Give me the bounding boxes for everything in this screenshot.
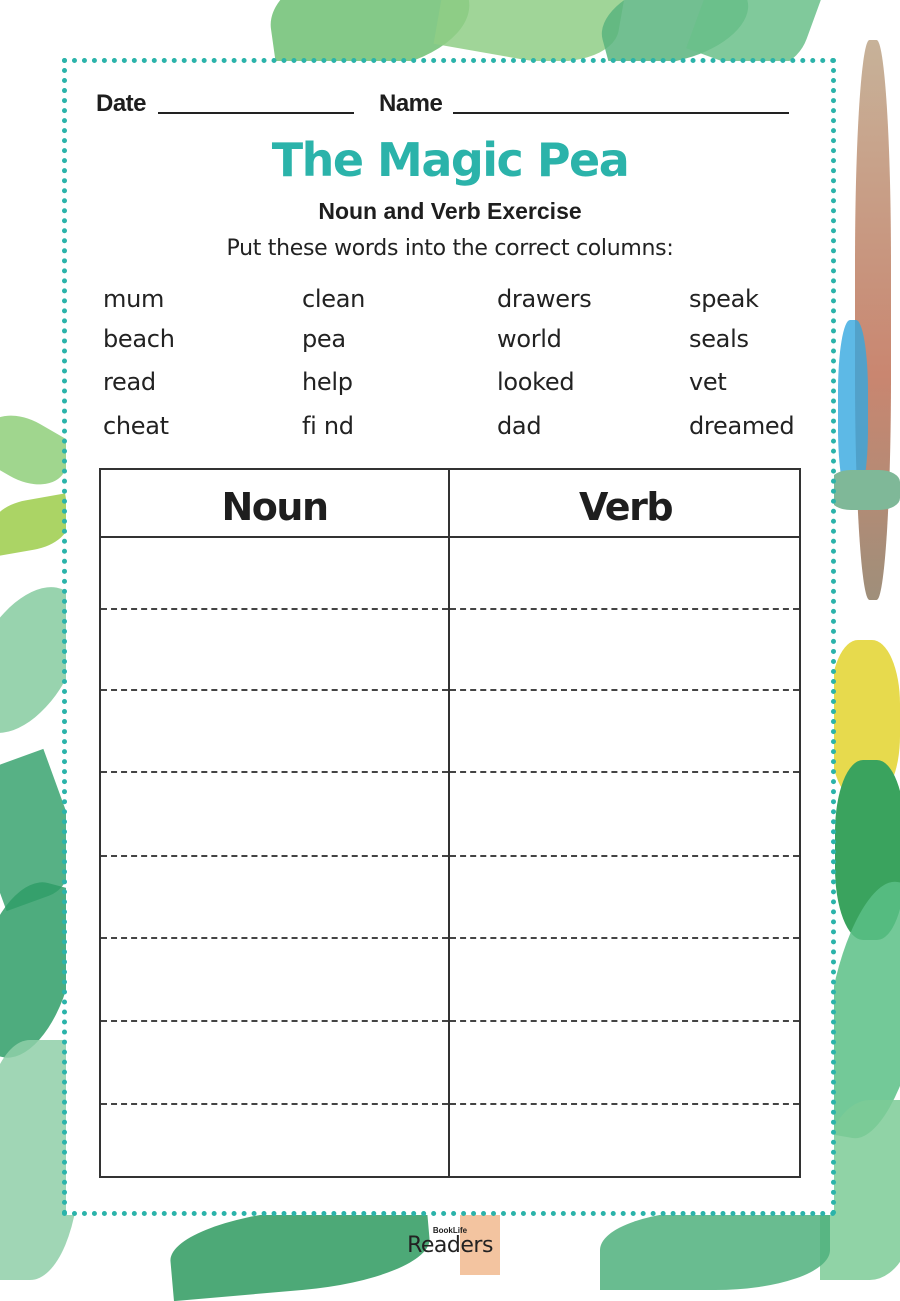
word: dreamed: [689, 412, 795, 440]
noun-answer-line[interactable]: [101, 771, 448, 773]
instruction-text: Put these words into the correct columns:: [226, 236, 674, 261]
verb-header: Verb: [578, 485, 673, 529]
word: looked: [497, 368, 575, 396]
noun-answer-line[interactable]: [101, 1103, 448, 1105]
logo-big-text: Readers: [407, 1233, 493, 1258]
name-label: Name: [379, 90, 443, 117]
noun-answer-line[interactable]: [101, 937, 448, 939]
noun-answer-line[interactable]: [101, 608, 448, 610]
word: fi nd: [302, 412, 354, 440]
word: vet: [689, 368, 727, 396]
date-underline: [158, 112, 354, 114]
booklife-readers-logo: [400, 1227, 500, 1257]
verb-answer-line[interactable]: [450, 855, 799, 857]
name-field[interactable]: [379, 90, 789, 118]
word: world: [497, 325, 562, 353]
verb-answer-line[interactable]: [450, 771, 799, 773]
word: seals: [689, 325, 749, 353]
word: mum: [103, 285, 165, 313]
word: cheat: [103, 412, 169, 440]
noun-answer-line[interactable]: [101, 689, 448, 691]
word: clean: [302, 285, 366, 313]
word: speak: [689, 285, 759, 313]
noun-answer-line[interactable]: [101, 855, 448, 857]
date-field[interactable]: [96, 90, 354, 118]
worksheet-subtitle: Noun and Verb Exercise: [318, 198, 582, 224]
word: help: [302, 368, 353, 396]
word: pea: [302, 325, 346, 353]
worksheet-title: The Magic Pea: [271, 133, 629, 187]
verb-answer-line[interactable]: [450, 1020, 799, 1022]
verb-answer-line[interactable]: [450, 1103, 799, 1105]
verb-answer-line[interactable]: [450, 937, 799, 939]
header-divider: [101, 536, 799, 538]
verb-answer-line[interactable]: [450, 689, 799, 691]
word: read: [103, 368, 156, 396]
date-label: Date: [96, 90, 147, 117]
noun-answer-line[interactable]: [101, 1020, 448, 1022]
column-divider: [448, 470, 450, 1176]
verb-answer-line[interactable]: [450, 608, 799, 610]
word: dad: [497, 412, 542, 440]
noun-verb-table: [99, 468, 801, 1178]
logo-small-text: BookLife: [432, 1226, 468, 1235]
name-underline: [453, 112, 789, 114]
word: beach: [103, 325, 175, 353]
noun-header: Noun: [221, 485, 328, 529]
word: drawers: [497, 285, 592, 313]
